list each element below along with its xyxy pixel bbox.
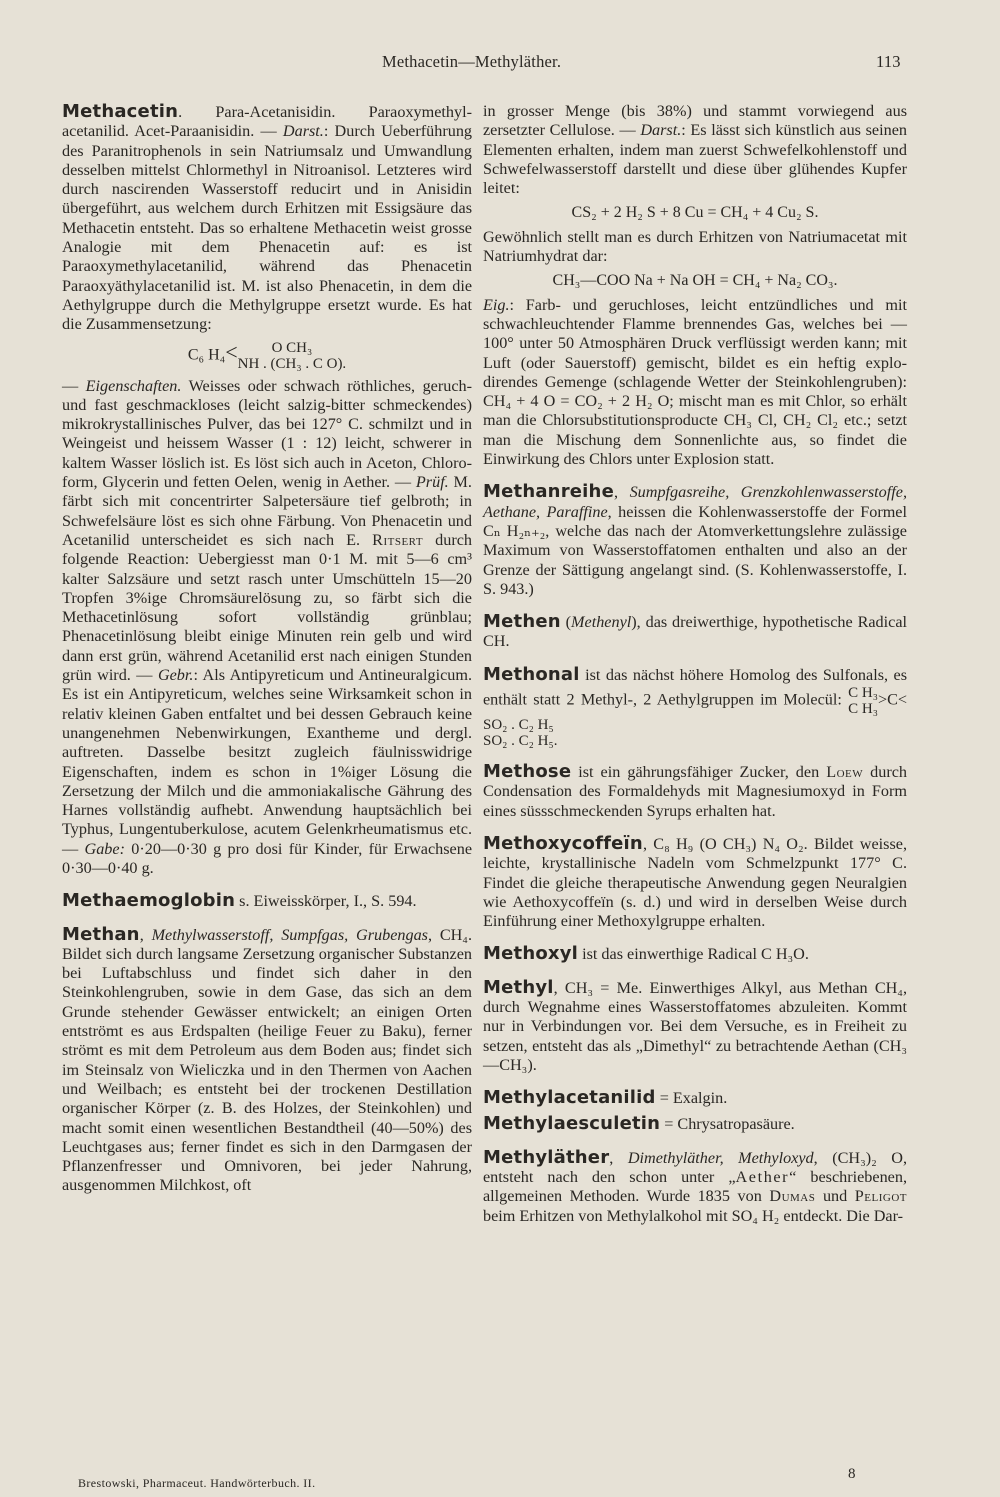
headword-methaemoglobin: Methaemoglobin bbox=[62, 890, 236, 912]
entry-text: : Durch Ueberführung des Paranitrophenols in sein Natriumsalz und Umwandlung desselben mittelst Chlormethyl in Nitroanisol. Letzteres wird durch nascirenden Wasserstoff reducirt und in Anisidin übergeführt, aus welchem durch Erhitzen mit Essigsäure das Methacetin entsteht. Das so erhaltene Methacetin weist grosse Analogie mit dem Phenacetin auf: es ist Paraoxymethylacetanilid, während das Phenacetin Paraoxyäthylacetanilid ist. M. ist also Phenacetin, in dem die Aethylgruppe durch die Methylgruppe ersetzt wurde. Es hat die Zusammensetzung: bbox=[62, 122, 473, 334]
entry-methylaether bbox=[483, 1148, 907, 1226]
entry-text: = Chrysatropasäure. bbox=[660, 1115, 795, 1134]
headword-methonal: Methonal bbox=[483, 663, 580, 685]
entry-text: , (CH₃)₂ O, entsteht nach den schon unter „ bbox=[483, 1148, 908, 1187]
entry-methylaesculetin bbox=[483, 1114, 907, 1134]
formula-base: C₆ H₄ bbox=[187, 346, 226, 364]
entry-methaemoglobin bbox=[62, 891, 472, 911]
entry-text: Weisses oder schwach röthliches, geruch- und fast geschmackloses (leicht salzig-bitter schmeckendes) mikrokrystallinisches Pulver, das bei 127° C. schmilzt und in Weingeist und heissem Wasser (1 : 12) leicht, schwerer in kaltem Wasser löslich ist. Es löst sich auch in Aceton, Chloroform, Glycerin und fetten Oelen, wenig in Aether. — bbox=[62, 376, 472, 492]
headword-methylaesculetin: Methylaesculetin bbox=[483, 1113, 661, 1135]
entry-text: beim Erhitzen von Methylalkohol mit SO₄ H₂ entdeckt. Die Dar- bbox=[483, 1206, 904, 1225]
entry-text: , bbox=[609, 1148, 628, 1167]
headword-methan: Methan bbox=[62, 923, 140, 945]
entry-methacetin bbox=[62, 102, 472, 878]
formula-top: C H₃ bbox=[848, 685, 878, 702]
entry-methanreihe bbox=[483, 482, 907, 599]
entry-text: , CH₃ = Me. Einwerthiges Alkyl, aus Methan CH₄, durch Wegnahme eines Wasserstoffatomes abzuleiten. Kommt nur in Verbindungen vor. Bei dem Versuche, es in Freiheit zu setzen, entsteht das als „Dimethyl“ zu betrachtende Aethan (CH₃—CH₃). bbox=[483, 978, 907, 1074]
entry-text: durch folgende Reaction: Uebergiesst man 0·1 M. mit 5—6 cm³ kalter Salzsäure und setzt rasch unter Umschütteln 15—20 Tropfen 3%ige Chromsäurelösung zu, so färbt sich die Methacetinlösung sofort vollständig grünblau; Phenacetinlösung bleibt einige Minuten rein gelb und wird dann erst grün, während Acetanilid erst nach einigen Stunden grün wird. — bbox=[62, 530, 472, 685]
synonyms: Methylwasserstoff, Sumpfgas, Grubengas bbox=[151, 925, 428, 944]
entry-text: ( bbox=[560, 613, 572, 632]
entry-text: : Es lässt sich künstlich aus seinen Elementen erhalten, indem man zuerst Schwefelkohlenstoff und Schwefelwasserstoff darstellt und diese über glühendes Kupfer leitet: bbox=[483, 121, 907, 198]
formula-methacetin: C₆ H₄< O CH₃ NH . (CH₃ . C O). bbox=[187, 339, 347, 372]
entry-text: = Exalgin. bbox=[655, 1089, 728, 1108]
formula-cs2: CS₂ + 2 H₂ S + 8 Cu = CH₄ + 4 Cu₂ S. bbox=[571, 204, 819, 222]
entry-text: “ beschriebenen, allgemeinen Methoden. Wurde 1835 von bbox=[483, 1168, 907, 1206]
entry-methose bbox=[483, 762, 907, 821]
author-loew: Loew bbox=[826, 763, 864, 782]
headword-methacetin: Methacetin bbox=[62, 101, 179, 122]
footer-imprint: Brestowski, Pharmaceut. Handwörterbuch. II. bbox=[78, 1476, 316, 1490]
formula-carbon: >C< bbox=[877, 690, 907, 709]
abbrev-gabe: Gabe: bbox=[84, 839, 125, 858]
entry-text: ist ein gährungsfähiger Zucker, den bbox=[571, 763, 827, 782]
entry-text: , C₈ H₉ (O CH₃) N₄ O₂. Bildet weisse, leichte, krystallinische Nadeln vom Schmelzpunkt 177° C. Findet die gleiche therapeutische Anwendung gegen Neuralgien wie Aethoxycoffeïn (s. d.) und wird in derselben Weise durch Einführung einer Methoxylgruppe erhalten. bbox=[483, 834, 907, 931]
entry-text: in grosser Menge (bis 38%) und stammt vorwiegend aus zersetzter Cellulose. — bbox=[483, 102, 907, 140]
entry-text: M. färbt sich mit concentrirter Salpetersäure tief gelbroth; in Schwefelsäure löst es sich ohne Färbung. Von Phenacetin und Acetanilid unterscheidet es sich nach E. bbox=[62, 473, 472, 549]
page-number: 113 bbox=[876, 52, 901, 71]
headword-methylaether: Methyläther bbox=[483, 1146, 610, 1168]
dash: — bbox=[62, 376, 86, 395]
abbrev-pruef: Prüf. bbox=[415, 473, 449, 492]
formula-bottom: C H₃ bbox=[848, 701, 878, 718]
entry-methan-continued bbox=[483, 102, 907, 469]
entry-methonal bbox=[483, 665, 907, 749]
entry-text: ist das einwerthige Radical C H₃O. bbox=[578, 945, 809, 964]
abbrev-eigenschaften: Eigenschaften. bbox=[85, 376, 182, 395]
synonyms: Methenyl bbox=[571, 613, 632, 632]
headword-methyl: Methyl bbox=[483, 976, 554, 998]
entry-text: , heissen die Kohlenwasserstoffe der Formel Cₙ H₂ₙ₊₂, welche das nach der Atomverkettungslehre zulässige Maximum von Wasserstoffatomen enthalten und also an der Grenze der Sättigung angelangt sind. (S. Kohlenwasserstoffe, I. S. 943.) bbox=[483, 502, 907, 598]
entry-methoxycoffein bbox=[483, 834, 907, 931]
entry-text: ist das nächst höhere Homolog des Sulfonals, es enthält statt 2 Methyl-, 2 Aethylgruppen im Molecül: bbox=[483, 665, 907, 709]
right-column bbox=[483, 102, 907, 1239]
formula-bottom: NH . (CH₃ . C O). bbox=[237, 355, 347, 372]
headword-methen: Methen bbox=[483, 611, 561, 633]
abbrev-eig: Eig. bbox=[483, 295, 510, 314]
entry-methan bbox=[62, 925, 472, 1196]
entry-text: , CH₄. Bildet sich durch langsame Zersetzung organischer Substanzen bei Luftabschluss und findet sich daher in den Steinkohlengruben, sowie in dem Gase, das sich an dem Grunde stehender Gewässer entwickelt; an einigen Orten entströmt es aus Erdspalten (heilige Feuer zu Baku), ferner strömt es mit dem Petroleum aus dem Boden aus; findet sich im Steinsalz von Wieliczka und in den Thermen von Aachen und Weilbach; es entsteht bei der trockenen Destillation organischer Körper (z. B. des Holzes, der Steinkohlen) und macht somit einen wesentlichen Bestandtheil (40—50%) des Leuchtgases aus; ferner findet es sich in den Darmgasen der Pflanzenfresser und Omnivoren, bei jeder Nahrung, ausgenommen Milchkost, oft bbox=[62, 925, 472, 1195]
formula-bottom: SO₂ . C₂ H₅. bbox=[483, 733, 558, 750]
entry-methylacetanilid bbox=[483, 1088, 907, 1108]
abbrev-darst: Darst. bbox=[282, 122, 324, 141]
entry-methen bbox=[483, 612, 907, 652]
formula-top: O CH₃ bbox=[271, 339, 313, 356]
entry-text: ), das dreiwerthige, hypothetische Radical CH. bbox=[483, 613, 908, 651]
formula-natriumacetat: CH₃—COO Na + Na OH = CH₄ + Na₂ CO₃. bbox=[552, 272, 838, 290]
left-column bbox=[62, 102, 472, 1209]
entry-text: , bbox=[613, 483, 630, 502]
entry-text: durch Condensation des Formaldehyds mit Magnesiumoxyd in Form eines süssschmeckenden Syrups erhalten hat. bbox=[483, 763, 907, 820]
entry-methoxyl bbox=[483, 944, 907, 964]
abbrev-darst: Darst. bbox=[640, 121, 682, 140]
abbrev-gebr: Gebr. bbox=[157, 666, 194, 685]
synonyms: Sumpfgasreihe, Grenzkohlenwasserstoffe, Aethane, Paraffine bbox=[483, 483, 907, 521]
synonyms: Dimethyläther, Methyloxyd bbox=[627, 1148, 814, 1167]
entry-text: , bbox=[139, 925, 152, 944]
headword-methylacetanilid: Methylacetanilid bbox=[483, 1087, 656, 1109]
headword-methanreihe: Methanreihe bbox=[483, 481, 614, 503]
entry-text: s. Eiweisskörper, I., S. 594. bbox=[235, 892, 417, 911]
entry-text: Gewöhnlich stellt man es durch Erhitzen von Natriumacetat mit Natriumhydrat dar: bbox=[483, 227, 907, 266]
reference-aether: Aether bbox=[735, 1168, 790, 1187]
entry-text: 0·20—0·30 g pro dosi für Kinder, für Erwachsene 0·30—0·40 g. bbox=[62, 839, 473, 877]
entry-text: : Farb- und geruchloses, leicht entzündliches und mit schwachleuchtender Flamme brennendes Gas, welches bei —100° unter 50 Atmosphären Druck verflüssigt werden kann; mit Luft (oder Sauerstoff) gemischt, bildet es ein heftig explodirendes Gemenge (schlagende Wetter der Steinkohlengruben): CH₄ + 4 O = CO₂ + 2 H₂ O; mischt man es mit Chlor, so erhält man die Chlorsubstitutionsproducte CH₃ Cl, CH₂ Cl₂ etc.; setzt man die Mischung dem Sonnenlichte aus, so findet die Einwirkung des Chlors unter Explosion statt. bbox=[483, 295, 907, 469]
author-peligot: Peligot bbox=[854, 1187, 908, 1206]
headword-methoxyl: Methoxyl bbox=[483, 943, 579, 965]
sheet-signature: 8 bbox=[848, 1466, 856, 1482]
formula-top: SO₂ . C₂ H₅ bbox=[483, 717, 554, 734]
author-ritsert: Ritsert bbox=[372, 530, 424, 549]
entry-text: : Als Antipyreticum und Antineuralgicum. Es ist ein Antipyreticum, welches seine Wirksamkeit schon in relativ kleinen Gaben entfaltet und bei dessen Gebrauch keine unangenehmen Nebenwirkungen, Exantheme und dergl. auftreten. Dasselbe besitzt zugleich fäulnisswidrige Eigenschaften, indem es schon in 1%iger Lösung die Zersetzung der Milch und die ammoniakalische Gährung des Harnes vollständig aufhebt. Anwendung hauptsächlich bei Typhus, Lungentuberkulose, acutem Gelenkrheumatismus etc. — bbox=[62, 666, 472, 858]
entry-text: . Para-Acetanisidin. Paraoxymethylacetanilid. Acet-Paraanisidin. — bbox=[62, 103, 472, 141]
headword-methose: Methose bbox=[483, 761, 572, 783]
author-dumas: Dumas bbox=[769, 1187, 816, 1206]
entry-text: und bbox=[815, 1187, 855, 1206]
entry-methyl bbox=[483, 978, 907, 1075]
running-head bbox=[0, 52, 1000, 76]
running-head-title: Methacetin—Methyläther. bbox=[382, 52, 562, 71]
headword-methoxycoffein: Methoxycoffeïn bbox=[483, 832, 643, 854]
